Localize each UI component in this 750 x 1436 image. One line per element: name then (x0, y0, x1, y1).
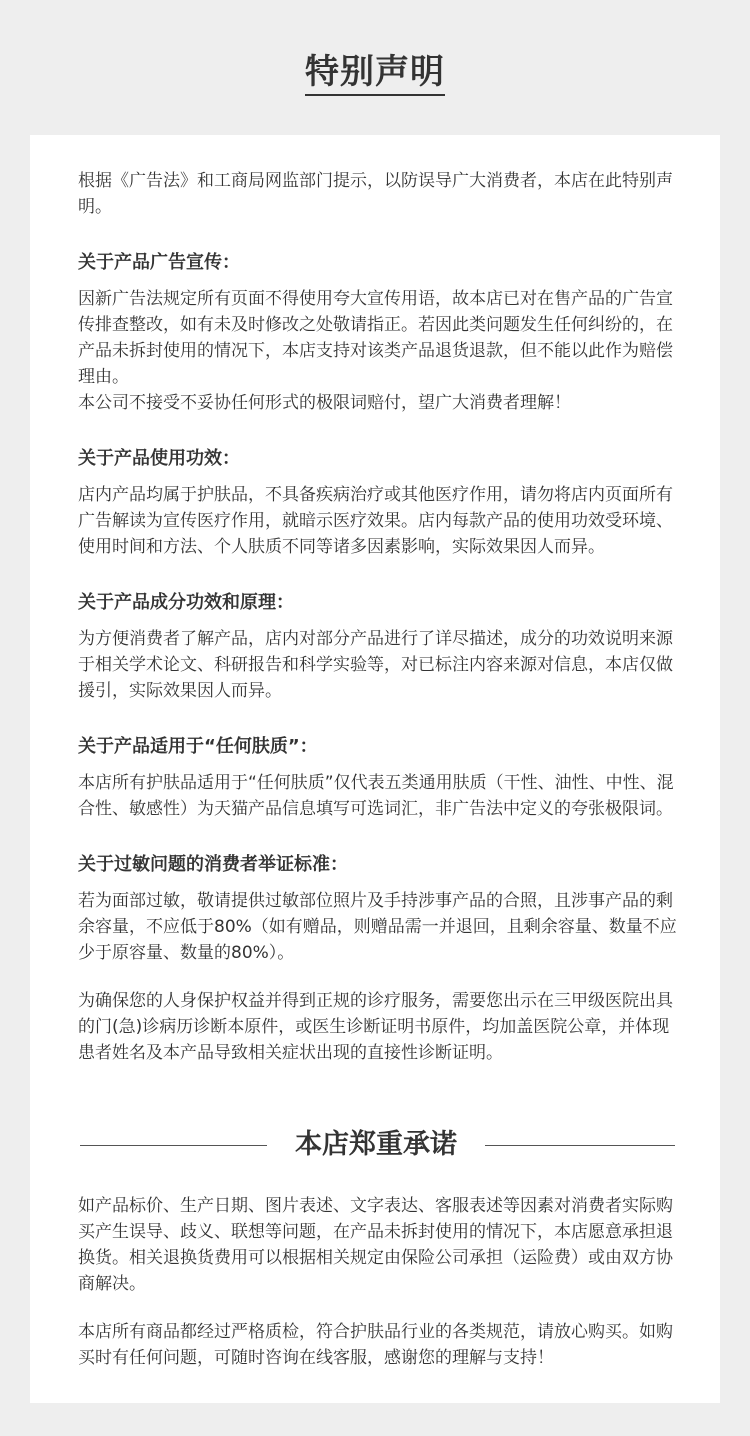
section-efficacy-paragraph: 店内产品均属于护肤品，不具备疾病治疗或其他医疗作用，请勿将店内页面所有广告解读为宣传医疗作用，就暗示医疗效果。店内每款产品的使用功效受环境、使用时间和方法、个人肤质不同等诸多因素影响，实际效果因人而异。 (78, 485, 673, 557)
statement-content (78, 168, 678, 1066)
promise-content (78, 1193, 678, 1371)
promise-divider (30, 1125, 720, 1165)
section-heading-efficacy: 关于产品使用功效： (78, 448, 240, 469)
section-ad-paragraph-2: 本公司不接受不妥协任何形式的极限词赔付，望广大消费者理解！ (78, 393, 571, 413)
section-heading-skin-type: 关于产品适用于“任何肤质”： (78, 736, 318, 757)
section-allergy-paragraph: 若为面部过敏，敬请提供过敏部位照片及手持涉事产品的合照，且涉事产品的剩余容量，不应低于80%（如有赠品，则赠品需一并退回，且剩余容量、数量不应少于原容量、数量的80%）。 (78, 891, 677, 963)
divider-line-right (485, 1145, 675, 1146)
section-ad-paragraph-1: 因新广告法规定所有页面不得使用夸大宣传用语，故本店已对在售产品的广告宣传排查整改，如有未及时修改之处敬请指正。若因此类问题发生任何纠纷的，在产品未拆封使用的情况下，本店支持对该类产品退货退款，但不能以此作为赔偿理由。 (78, 289, 673, 387)
closing-paragraph: 为确保您的人身保护权益并得到正规的诊疗服务，需要您出示在三甲级医院出具的门(急)诊病历诊断本原件，或医生诊断证明书原件，均加盖医院公章，并体现患者姓名及本产品导致相关症状出现的直接性诊断证明。 (78, 991, 673, 1063)
statement-card (30, 135, 720, 1403)
intro-paragraph: 根据《广告法》和工商局网监部门提示，以防误导广大消费者，本店在此特别声明。 (78, 171, 673, 217)
page-title: 特别声明 (305, 52, 445, 96)
section-heading-allergy: 关于过敏问题的消费者举证标准： (78, 854, 348, 875)
section-heading-ingredients: 关于产品成分功效和原理： (78, 592, 294, 613)
divider-line-left (80, 1145, 267, 1146)
section-skin-type-paragraph: 本店所有护肤品适用于“任何肤质”仅代表五类通用肤质（干性、油性、中性、混合性、敏感性）为天猫产品信息填写可选词汇，非广告法中定义的夸张极限词。 (78, 773, 674, 819)
section-ingredients-paragraph: 为方便消费者了解产品，店内对部分产品进行了详尽描述，成分的功效说明来源于相关学术论文、科研报告和科学实验等，对已标注内容来源对信息，本店仅做援引，实际效果因人而异。 (78, 629, 673, 701)
page-title-wrap (0, 52, 750, 96)
promise-paragraph-1: 如产品标价、生产日期、图片表述、文字表达、客服表述等因素对消费者实际购买产生误导、歧义、联想等问题，在产品未拆封使用的情况下，本店愿意承担退换货。相关退换货费用可以根据相关规定由保险公司承担（运险费）或由双方协商解决。 (78, 1196, 673, 1294)
promise-paragraph-2: 本店所有商品都经过严格质检，符合护肤品行业的各类规范，请放心购买。如购买时有任何问题，可随时咨询在线客服，感谢您的理解与支持！ (78, 1322, 673, 1368)
promise-title: 本店郑重承诺 (295, 1129, 457, 1160)
section-heading-ad: 关于产品广告宣传： (78, 252, 240, 273)
